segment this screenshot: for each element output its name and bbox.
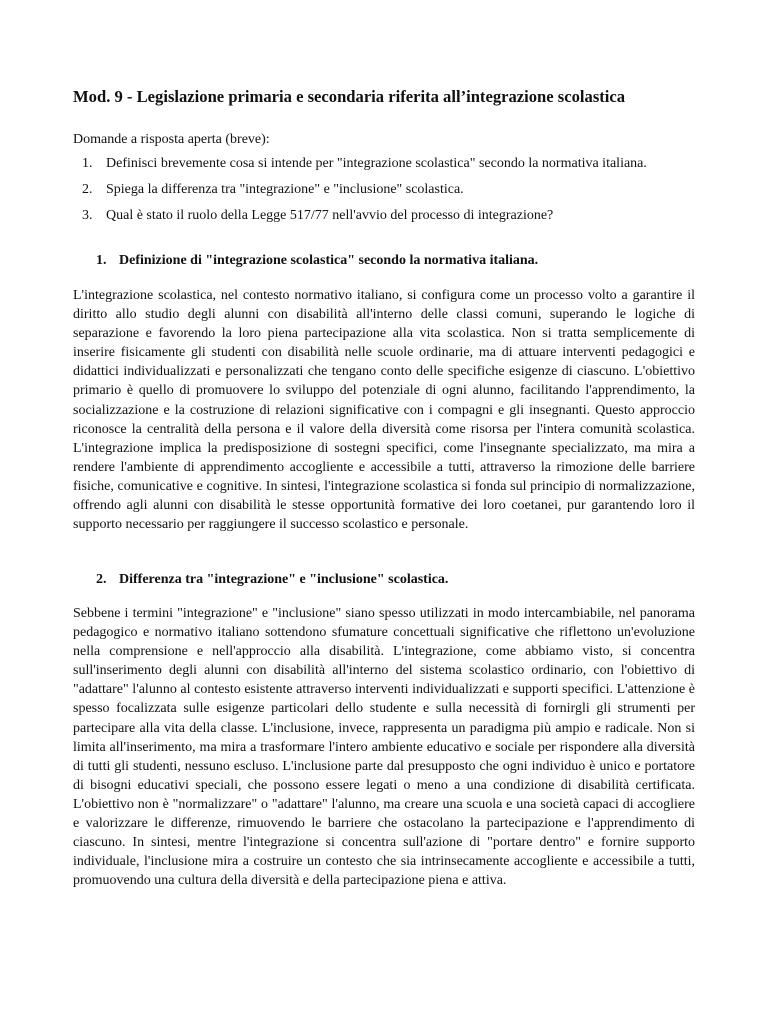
question-number: 2.: [82, 182, 93, 197]
question-number: 3.: [82, 208, 93, 223]
section-heading-2: [96, 570, 716, 590]
list-item: [73, 180, 713, 206]
question-text: Definisci brevemente cosa si intende per "integrazione scolastica" secondo la normativa italiana.: [106, 156, 647, 171]
document-title: Mod. 9 - Legislazione primaria e secondaria riferita all’integrazione scolastica: [73, 87, 626, 106]
question-text: Spiega la differenza tra "integrazione" e "inclusione" scolastica.: [106, 182, 464, 197]
questions-intro: Domande a risposta aperta (breve):: [73, 132, 270, 147]
section-heading-text: Definizione di "integrazione scolastica" secondo la normativa italiana.: [119, 253, 539, 268]
list-item: [73, 154, 713, 180]
section-number: 1.: [96, 253, 107, 268]
question-number: 1.: [82, 156, 93, 171]
section-number: 2.: [96, 572, 107, 587]
questions-list: [73, 154, 713, 232]
section-body-1: L'integrazione scolastica, nel contesto normativo italiano, si configura come un processo volto a garantire il diritto allo studio degli alunni con disabilità all'interno delle classi comuni, superando le logiche di separazione e favorendo la loro piena partecipazione alla vita scolastica. Non si tratta semplicemente di inserire fisicamente gli studenti con disabilità nelle scuole ordinarie, ma di attuare interventi pedagogici e didattici individualizzati e personalizzati che tengano conto delle specifiche esigenze di ciascuno. L'obiettivo primario è quello di promuovere lo sviluppo del potenziale di ogni alunno, facilitando l'apprendimento, la socializzazione e la costruzione di relazioni significative con i compagni e gli insegnanti. Questo approccio riconosce la centralità della persona e il valore della diversità come risorsa per l'intera comunità scolastica. L'integrazione implica la predisposizione di sostegni specifici, come l'insegnante specializzato, ma mira a rendere l'ambiente di apprendimento accogliente e accessibile a tutti, attraverso la rimozione delle barriere fisiche, comunicative e cognitive. In sintesi, l'integrazione scolastica si fonda sul principio di normalizzazione, offrendo agli alunni con disabilità le stesse opportunità formative dei loro coetanei, pur garantendo loro il supporto necessario per raggiungere il successo scolastico e personale.: [73, 288, 695, 533]
section-body-2: Sebbene i termini "integrazione" e "inclusione" siano spesso utilizzati in modo intercambiabile, nel panorama pedagogico e normativo italiano sottendono sfumature concettuali significative che riflettono un'evoluzione nella comprensione e nell'approccio alla disabilità. L'integrazione, come abbiamo visto, si concentra sull'inserimento degli alunni con disabilità all'interno del sistema scolastico ordinario, con l'obiettivo di "adattare" l'alunno al contesto esistente attraverso interventi individualizzati e supporti specifici. L'attenzione è spesso focalizzata sulle esigenze particolari dello studente e sulla necessità di fornirgli gli strumenti per partecipare alla vita della classe. L'inclusione, invece, rappresenta un paradigma più ampio e radicale. Non si limita all'inserimento, ma mira a trasformare l'intero ambiente educativo e sociale per rispondere alla diversità di tutti gli studenti, nessuno escluso. L'inclusione parte dal presupposto che ogni individuo è unico e portatore di bisogni educativi speciali, che possono essere legati o meno a una condizione di disabilità certificata. L'obiettivo non è "normalizzare" o "adattare" l'alunno, ma creare una scuola e una società capaci di accogliere e valorizzare le differenze, rimuovendo le barriere che ostacolano la partecipazione e l'apprendimento di ciascuno. In sintesi, mentre l'integrazione si concentra sull'azione di "portare dentro" e fornire supporto individuale, l'inclusione mira a costruire un contesto che sia intrinsecamente accogliente e accessibile a tutti, promuovendo una cultura della diversità e della partecipazione piena e attiva.: [73, 606, 695, 889]
section-heading-1: [96, 251, 716, 271]
question-text: Qual è stato il ruolo della Legge 517/77 nell'avvio del processo di integrazione?: [106, 208, 554, 223]
list-item: [73, 206, 713, 232]
section-heading-text: Differenza tra "integrazione" e "inclusione" scolastica.: [119, 572, 449, 587]
